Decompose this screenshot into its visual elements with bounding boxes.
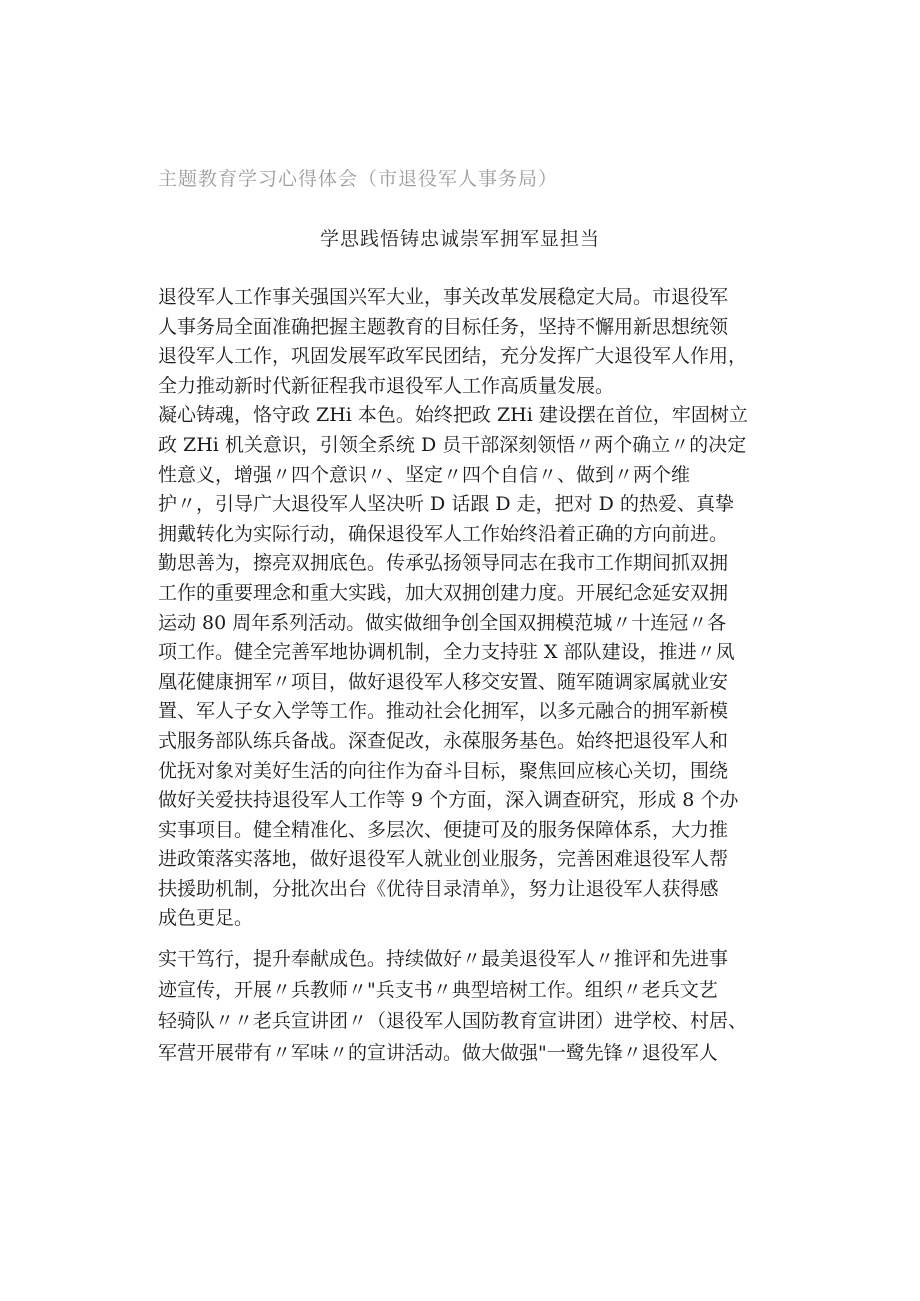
text-line: 退役军人工作事关强国兴军大业，事关改革发展稳定大局。市退役军 [158,286,729,308]
text-line: 运动 80 周年系列活动。做实做细争创全国双拥模范城〃十连冠〃各 [158,611,727,634]
text-line: 进政策落实落地，做好退役军人就业创业服务，完善困难退役军人帮 [158,848,729,871]
paragraph-political [158,401,766,549]
document-subtitle: 学思践悟铸忠诚崇军拥军显担当 [319,228,600,250]
text-line: 扶援助机制，分批次出台《优待目录清单》，努力让退役军人获得感 [158,877,719,900]
text-line: 工作的重要理念和重大实践，加大双拥创建力度。开展纪念延安双拥 [158,581,729,604]
text-line: 全力推动新时代新征程我市退役军人工作高质量发展。 [158,374,615,397]
text-line: 护〃，引导广大退役军人坚决听 D 话跟 D 走，把对 D 的热爱、真挚 [158,493,734,516]
text-line: 成色更足。 [158,907,254,930]
text-line: 式服务部队练兵备战。深查促改，永葆服务基色。始终把退役军人和 [158,729,729,752]
text-line: 人事务局全面准确把握主题教育的目标任务，坚持不懈用新思想统领 [158,315,729,338]
text-line: 性意义，增强〃四个意识〃、坚定〃四个自信〃、做到〃两个维 [158,463,691,486]
document-body [158,283,766,1069]
paragraph-dedication [158,944,766,1069]
paragraph-double-support [158,549,766,934]
text-line: 政 ZHi 机关意识，引领全系统 D 员干部深刻领悟〃两个确立〃的决定 [158,433,747,456]
text-line: 退役军人工作，巩固发展军政军民团结，充分发挥广大退役军人作用， [158,345,748,368]
text-line: 勤思善为，擦亮双拥底色。传承弘扬领导同志在我市工作期间抓双拥 [158,552,729,575]
document-heading: 主题教育学习心得体会（市退役军人事务局） [158,168,559,190]
text-line: 迹宣传，开展〃兵教师〃"兵支书〃典型培树工作。组织〃老兵文艺 [158,979,718,1002]
text-line: 做好关爱扶持退役军人工作等 9 个方面，深入调查研究，形成 8 个办 [158,789,739,812]
paragraph-intro [158,283,766,401]
text-line: 拥戴转化为实际行动，确保退役军人工作始终沿着正确的方向前进。 [158,522,729,545]
text-line: 凰花健康拥军〃项目，做好退役军人移交安置、随军随调家属就业安 [158,670,729,693]
text-line: 置、军人子女入学等工作。推动社会化拥军，以多元融合的拥军新模 [158,700,729,723]
text-line: 实干笃行，提升奉献成色。持续做好〃最美退役军人〃推评和先进事 [158,948,729,971]
text-line: 实事项目。健全精准化、多层次、便捷可及的服务保障体系，大力推 [158,818,729,841]
text-line: 轻骑队〃〃老兵宣讲团〃（退役军人国防教育宣讲团）进学校、村居、 [158,1010,748,1033]
text-line: 优抚对象对美好生活的向往作为奋斗目标，聚焦回应核心关切，围绕 [158,759,729,782]
text-line: 项工作。健全完善军地协调机制，全力支持驻 X 部队建设，推进〃凤 [158,641,735,664]
text-line: 凝心铸魂，恪守政 ZHi 本色。始终把政 ZHi 建设摆在首位，牢固树立 [158,404,748,427]
text-line: 军营开展带有〃军味〃的宣讲活动。做大做强"一鹭先锋〃退役军人 [158,1041,718,1064]
